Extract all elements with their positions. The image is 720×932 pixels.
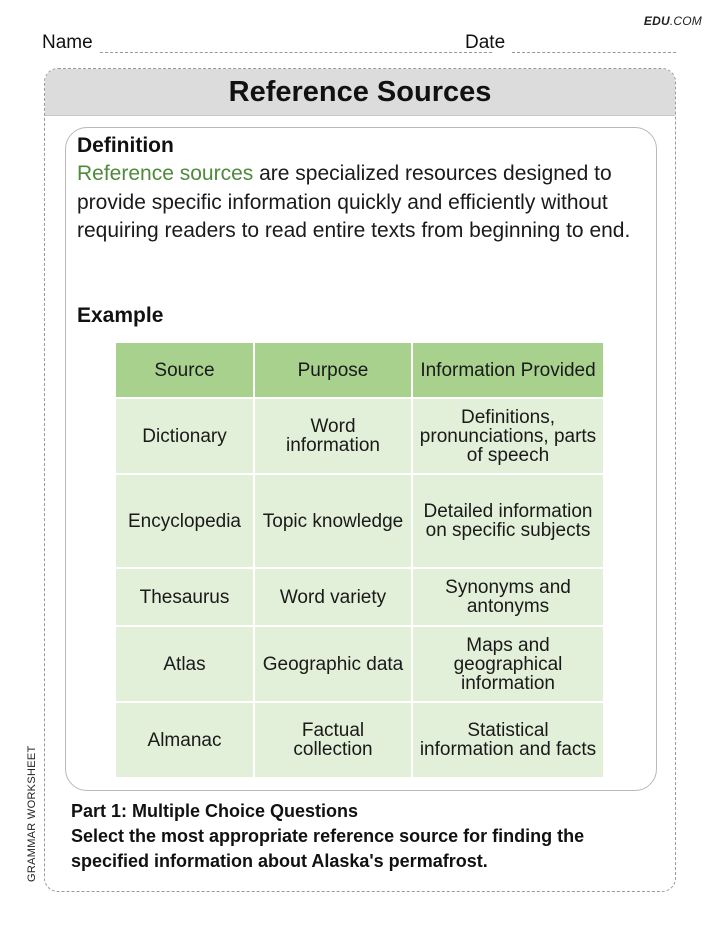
definition-text — [77, 160, 655, 246]
table-cell-source: Thesaurus — [115, 568, 254, 626]
definition-term: Reference sources — [77, 162, 254, 185]
definition-body: are specialized resources designed to provide specific information quickly and efficiently without requiring readers to read entire texts from beginning to end. — [77, 162, 631, 242]
date-label: Date — [465, 32, 506, 53]
brand-logo-suffix: .COM — [669, 14, 702, 28]
table-header-row — [115, 342, 604, 398]
table-cell-purpose: Factual collection — [254, 702, 412, 778]
worksheet — [44, 68, 676, 892]
table-cell-source: Encyclopedia — [115, 474, 254, 568]
table-row — [115, 398, 604, 474]
table-row — [115, 626, 604, 702]
brand-logo — [644, 14, 702, 28]
example-heading: Example — [77, 304, 164, 327]
part1-section — [71, 799, 661, 874]
table-cell-source: Atlas — [115, 626, 254, 702]
table-cell-source: Almanac — [115, 702, 254, 778]
date-field[interactable] — [512, 52, 676, 53]
table-row — [115, 702, 604, 778]
definition-box — [65, 127, 657, 791]
name-field[interactable] — [100, 52, 492, 53]
brand-logo-bold: EDU — [643, 14, 670, 28]
table-row — [115, 474, 604, 568]
page-title: Reference Sources — [45, 69, 675, 116]
table-cell-purpose: Word variety — [254, 568, 412, 626]
side-label: GRAMMAR WORKSHEET — [26, 745, 38, 882]
table-cell-purpose: Geographic data — [254, 626, 412, 702]
name-date-row — [42, 32, 676, 54]
table-cell-information: Maps and geographical information — [412, 626, 604, 702]
reference-table — [114, 341, 605, 779]
table-cell-information: Statistical information and facts — [412, 702, 604, 778]
table-cell-purpose: Word information — [254, 398, 412, 474]
table-cell-information: Synonyms and antonyms — [412, 568, 604, 626]
name-label: Name — [42, 32, 93, 53]
column-header-purpose: Purpose — [254, 342, 412, 398]
column-header-source: Source — [115, 342, 254, 398]
part1-instruction: Select the most appropriate reference source for finding the specified information about Alaska's permafrost. — [71, 826, 585, 871]
table-cell-information: Definitions, pronunciations, parts of speech — [412, 398, 604, 474]
column-header-information: Information Provided — [412, 342, 604, 398]
table-cell-purpose: Topic knowledge — [254, 474, 412, 568]
table-cell-information: Detailed information on specific subjects — [412, 474, 604, 568]
table-row — [115, 568, 604, 626]
table-cell-source: Dictionary — [115, 398, 254, 474]
definition-heading: Definition — [77, 134, 174, 157]
part1-heading: Part 1: Multiple Choice Questions — [71, 801, 359, 821]
